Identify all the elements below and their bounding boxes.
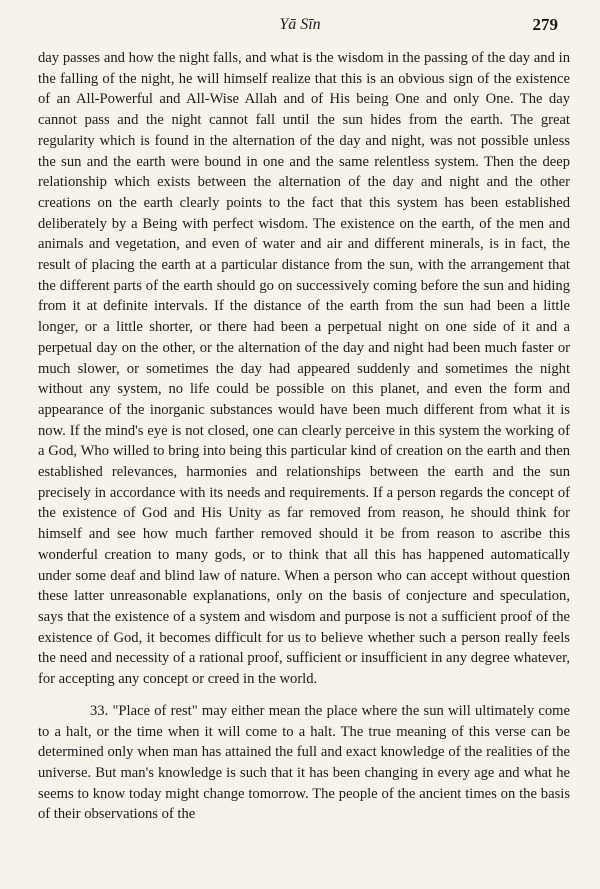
note-paragraph: 33. "Place of rest" may either mean the place where the sun will ultimately come to a halt, or the time when it will come to a halt. The true meaning of this verse can be determined only when man has attained the full and exact knowledge of the realities of the universe. But man's knowledge is such that it has been changing in every age and what he seems to know today might change tomorrow. The people of the ancient times on the basis of their observations of the: [38, 702, 570, 823]
text-body: [38, 48, 570, 825]
page-number: 279: [532, 15, 558, 34]
body-paragraph: day passes and how the night falls, and what is the wisdom in the passing of the day and in the falling of the night, he will himself realize that this is an obvious sign of the existence of an All-Powerful and All-Wise Allah and of His being One and only One. The day cannot pass and the night cannot fall until the sun hides from the earth. The great regularity which is found in the alternation of the day and night, was not possible unless the sun and the earth were bound in one and the same relentless system. Then the deep relationship which exists between the alternation of the day and night and the other creations on the earth clearly points to the fact that this system has been established deliberately by a Being with perfect wisdom. The existence on the earth, of the men and animals and vegetation, and even of water and air and different minerals, is in fact, the result of placing the earth at a particular distance from the sun, with the arrangement that the different parts of the earth should go on successively coming before the sun and hiding from it at definite intervals. If the distance of the earth from the sun had been a little longer, or a little shorter, or there had been a perpetual night on one side of it and a perpetual day on the other, or the alternation of the day and night had been much faster or much slower, or sometimes the day had appeared suddenly and sometimes the night without any system, no life could be possible on this planet, and even the form and appearance of the inorganic substances would have been much different from what it is now. If the mind's eye is not closed, one can clearly perceive in this system the working of a God, Who willed to bring into being this particular kind of creation on the earth and then established relevances, harmonies and relationships between the earth and the sun precisely in accordance with its needs and requirements. If a person regards the concept of the existence of God and His Unity as far removed from reason, he should think for himself and see how much farther removed should it be from reason to ascribe this wonderful creation to many gods, or to think that all this has happened automatically under some deaf and blind law of nature. When a person who can accept without question these latter unreasonable explanations, only on the basis of conjecture and speculation, says that the existence of a system and wisdom and purpose is not a sufficient proof of the existence of God, it becomes difficult for us to believe whether such a person really feels the need and necessity of a rational proof, sufficient or insufficient in any degree whatever, for accepting any concept or creed in the world.: [38, 50, 570, 688]
running-title: Yā Sīn: [279, 16, 321, 33]
running-head: [0, 14, 600, 38]
